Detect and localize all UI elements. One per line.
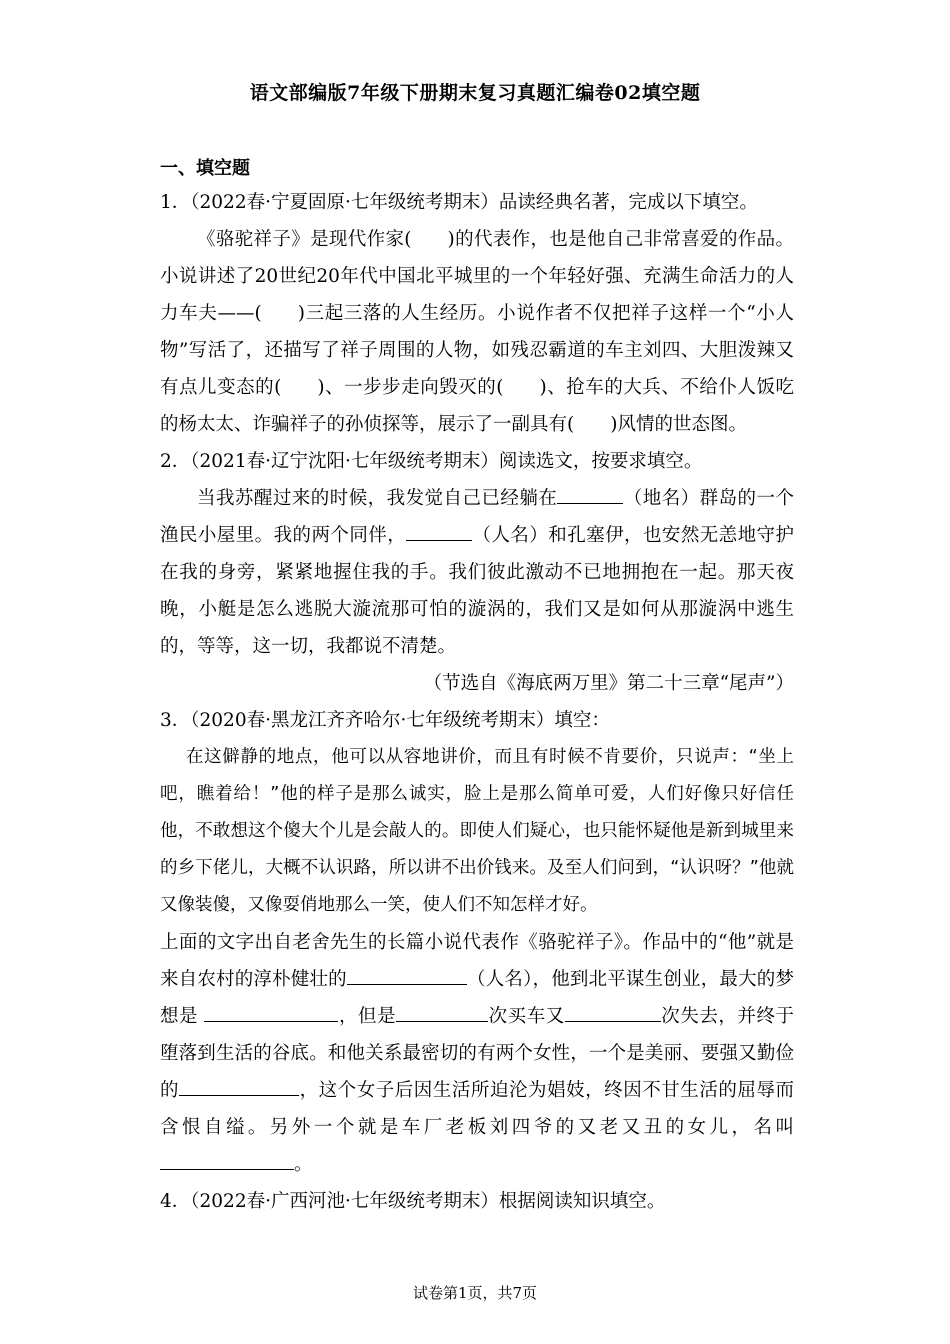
answer-blank bbox=[557, 481, 623, 504]
question-3-text-3: ，但是 bbox=[338, 1006, 397, 1027]
question-2-body bbox=[160, 480, 794, 665]
question-1-header: 1．（2022春·宁夏固原·七年级统考期末）品读经典名著，完成以下填空。 bbox=[160, 192, 758, 213]
question-1-text-1: 《骆驼祥子》是现代作家( bbox=[197, 229, 412, 250]
question-3-text-7: 。 bbox=[294, 1154, 313, 1175]
question-2-text-1: 当我苏醒过来的时候，我发觉自己已经躺在 bbox=[197, 488, 558, 509]
answer-blank bbox=[396, 999, 488, 1022]
answer-blank bbox=[565, 999, 661, 1022]
section-heading: 一、填空题 bbox=[160, 158, 250, 179]
answer-blank bbox=[406, 518, 472, 541]
answer-blank bbox=[347, 962, 467, 985]
question-1-text-6: )风情的世态图。 bbox=[610, 414, 747, 435]
question-3-text-1: 上面的文字出自老舍先生的长篇小说代表作《骆驼祥子》。作品中的“他”就是来自农村的淳朴健壮的 bbox=[160, 932, 794, 990]
page-footer: 试卷第1页，共7页 bbox=[412, 1284, 538, 1302]
question-3-header: 3．（2020春·黑龙江齐齐哈尔·七年级统考期末）填空： bbox=[160, 710, 610, 731]
question-3-body bbox=[160, 924, 794, 1183]
question-3-text-6: ，这个女子后因生活所迫沦为娼妓，终因不甘生活的屈辱而含恨自缢。另外一个就是车厂老板刘四爷的又老又丑的女儿，名叫 bbox=[160, 1080, 794, 1138]
answer-blank bbox=[179, 1073, 299, 1096]
answer-blank bbox=[160, 1147, 294, 1170]
question-1-body bbox=[160, 221, 794, 443]
page-title: 语文部编版7年级下册期末复习真题汇编卷02填空题 bbox=[249, 82, 701, 104]
question-2-header: 2．（2021春·辽宁沈阳·七年级统考期末）阅读选文，按要求填空。 bbox=[160, 451, 703, 472]
question-3-excerpt: 在这僻静的地点，他可以从容地讲价，而且有时候不肯要价，只说声：“坐上吧，瞧着给！”他的样子是那么诚实，脸上是那么简单可爱，人们好像只好信任他，不敢想这个傻大个儿是会敲人的。即使人们疑心，也只能怀疑他是新到城里来的乡下佬儿，大概不认识路，所以讲不出价钱来。及至人们问到，“认识呀？”他就又像装傻，又像耍俏地那么一笑，使人们不知怎样才好。 bbox=[160, 747, 794, 915]
questions-body bbox=[160, 184, 794, 1220]
question-2-source: （节选自《海底两万里》第二十三章“尾声”） bbox=[423, 673, 794, 694]
question-1-text-2: )的代表作，也是他自己非常喜爱的作品。小说讲述了20世纪20年代中国北平城里的一个年轻好强、充满生命活力的人力车夫——( bbox=[160, 229, 794, 324]
question-1-text-3: )三起三落的人生经历。小说作者不仅把祥子这样一个“小人物”写活了，还描写了祥子周围的人物，如残忍霸道的车主刘四、大胆泼辣又有点儿变态的( bbox=[160, 303, 794, 398]
question-1-text-5: )、抢车的大兵、不给仆人饭吃的杨太太、诈骗祥子的孙侦探等，展示了一副具有( bbox=[160, 377, 795, 435]
question-3-text-2: （人名），他到北平谋生创业，最大的梦想是 bbox=[160, 969, 794, 1027]
answer-blank bbox=[204, 999, 338, 1022]
question-4-header: 4．（2022春·广西河池·七年级统考期末）根据阅读知识填空。 bbox=[160, 1191, 666, 1212]
question-2-text-3: （人名）和孔塞伊，也安然无恙地守护在我的身旁，紧紧地握住我的手。我们彼此激动不已地拥抱在一起。那天夜晚，小艇是怎么逃脱大漩流那可怕的漩涡的，我们又是如何从那漩涡中逃生的，等等，这一切，我都说不清楚。 bbox=[160, 525, 794, 657]
question-2-text-2: （地名）群岛的一个渔民小屋里。我的两个同伴， bbox=[160, 488, 794, 546]
question-1-text-4: )、一步步走向毁灭的( bbox=[317, 377, 504, 398]
question-3-text-5: 次失去，并终于堕落到生活的谷底。和他关系最密切的有两个女性，一个是美丽、要强又勤俭的 bbox=[160, 1006, 794, 1101]
question-3-text-4: 次买车又 bbox=[488, 1006, 565, 1027]
